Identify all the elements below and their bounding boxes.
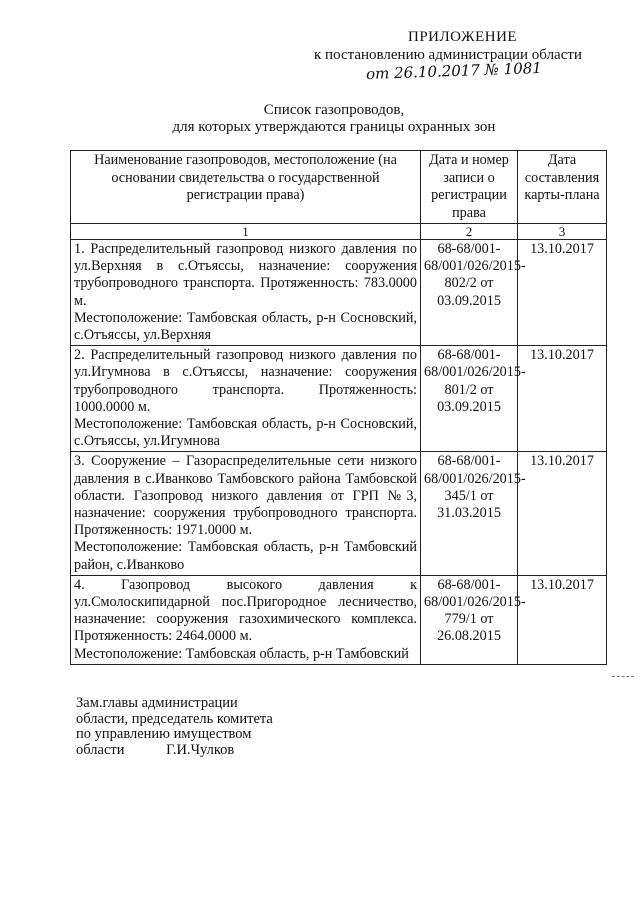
pipeline-description-cell bbox=[71, 452, 421, 575]
document-title-line1: Список газопроводов, bbox=[263, 102, 405, 118]
table-row bbox=[71, 452, 607, 575]
appendix-title: ПРИЛОЖЕНИЕ bbox=[408, 29, 518, 45]
pipeline-description-cell bbox=[71, 575, 421, 664]
pipeline-description-cell bbox=[71, 346, 421, 452]
registration-record: 68-68/001-68/001/026/2015-345/1 от 31.03.2015 bbox=[421, 452, 518, 575]
pipeline-location: Местоположение: Тамбовская область, р-н Тамбовский район, с.Иванково bbox=[74, 539, 417, 573]
map-date: 13.10.2017 bbox=[518, 346, 607, 452]
handwritten-reference: от 26.10.2017 № 1081 bbox=[365, 58, 543, 84]
column-number: 3 bbox=[518, 224, 607, 240]
pipeline-description: 1. Распределительный газопровод низкого давления по ул.Верхняя в с.Отъяссы, назначение: сооружения трубопроводного транспорта. Протяженность: 783.0000 м. bbox=[74, 241, 417, 309]
signature-position-line2: области, председатель комитета bbox=[76, 710, 273, 727]
pipeline-description-cell bbox=[71, 240, 421, 346]
table-row bbox=[71, 575, 607, 664]
map-date: 13.10.2017 bbox=[518, 240, 607, 346]
registration-record: 68-68/001-68/001/026/2015-779/1 от 26.08.2015 bbox=[421, 575, 518, 664]
header-map-date: Дата составления карты-плана bbox=[518, 151, 607, 224]
signatory-name: Г.И.Чулков bbox=[166, 741, 235, 758]
pipeline-description: 2. Распределительный газопровод низкого давления по ул.Игумнова в с.Отъяссы, назначение: сооружения трубопроводного транспорта. Протяженность: 1000.0000 м. bbox=[74, 347, 417, 415]
registration-record: 68-68/001-68/001/026/2015-802/2 от 03.09.2015 bbox=[421, 240, 518, 346]
pipeline-location: Местоположение: Тамбовская область, р-н Сосновский, с.Отъяссы, ул.Игумнова bbox=[74, 416, 417, 450]
scan-mark-divider bbox=[612, 676, 634, 677]
signature-position-line4: области bbox=[76, 741, 125, 758]
header-name-location: Наименование газопроводов, местоположение (на основании свидетельства о государственной регистрации права) bbox=[71, 151, 421, 224]
pipeline-location: Местоположение: Тамбовская область, р-н Тамбовский bbox=[74, 645, 409, 662]
registration-record: 68-68/001-68/001/026/2015-801/2 от 03.09.2015 bbox=[421, 346, 518, 452]
column-number-row bbox=[71, 224, 607, 240]
table-row bbox=[71, 240, 607, 346]
gas-pipeline-table bbox=[70, 150, 607, 665]
table-header-row bbox=[71, 151, 607, 224]
pipeline-description: 4. Газопровод высокого давления к ул.Смолоскипидарной пос.Пригородное лесничество, назначение: сооружения газохимического комплекса. Протяженность: 2464.0000 м. bbox=[74, 576, 417, 645]
appendix-subtitle: к постановлению администрации области bbox=[314, 47, 582, 63]
table-row bbox=[71, 346, 607, 452]
signature-position-line3: по управлению имуществом bbox=[76, 726, 252, 742]
map-date: 13.10.2017 bbox=[518, 575, 607, 664]
header-registration: Дата и номер записи о регистрации права bbox=[421, 151, 518, 224]
pipeline-location: Местоположение: Тамбовская область, р-н Сосновский, с.Отъяссы, ул.Верхняя bbox=[74, 309, 417, 344]
column-number: 1 bbox=[71, 224, 421, 240]
signature-position-line1: Зам.главы администрации bbox=[76, 695, 238, 711]
map-date: 13.10.2017 bbox=[518, 452, 607, 575]
document-title-line2: для которых утверждаются границы охранных зон bbox=[172, 119, 496, 135]
column-number: 2 bbox=[421, 224, 518, 240]
signature-block bbox=[76, 696, 273, 758]
pipeline-description: 3. Сооружение – Газораспределительные сети низкого давления в с.Иванково Тамбовского района Тамбовской области. Газопровод низкого давления от ГРП №3, назначение: сооружения трубопроводного транспорта. Протяженность: 1971.0000 м. bbox=[74, 453, 417, 539]
